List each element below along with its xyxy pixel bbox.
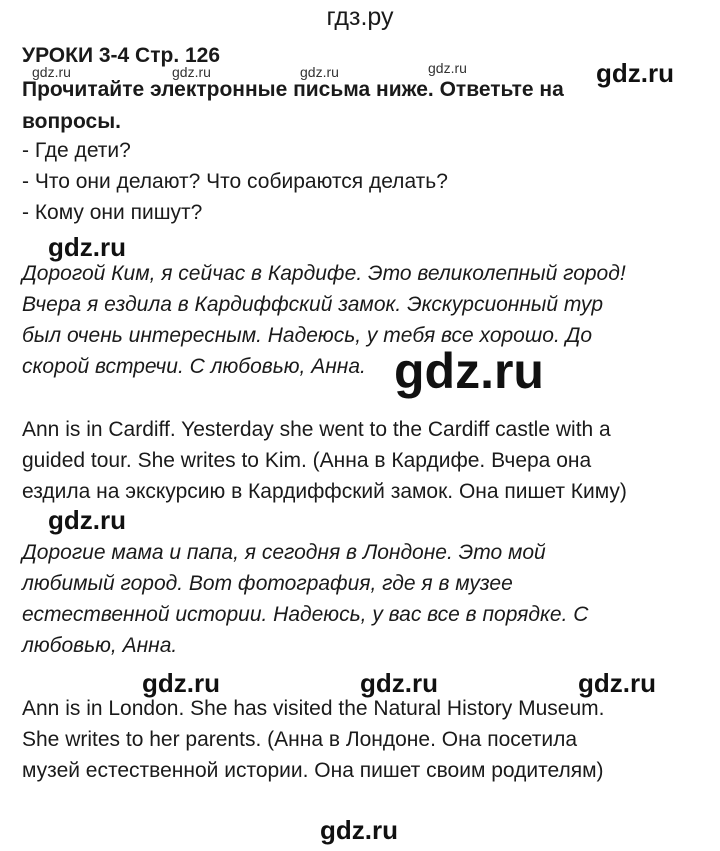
watermark-large: gdz.ru bbox=[394, 343, 544, 399]
answer2-line-2: She writes to her parents. (Анна в Лондоне. Она посетила bbox=[22, 728, 578, 751]
question-3: - Кому они пишут? bbox=[22, 201, 203, 224]
watermark-small: gdz.ru bbox=[32, 64, 71, 80]
answer2-line-1: Ann is in London. She has visited the Natural History Museum. bbox=[22, 697, 605, 720]
lesson-title: УРОКИ 3-4 Стр. 126 bbox=[22, 44, 221, 67]
letter1-line-3: был очень интересным. Надеюсь, у тебя все хорошо. До bbox=[22, 324, 593, 347]
site-title: гдз.ру bbox=[326, 3, 394, 31]
question-1: - Где дети? bbox=[22, 139, 131, 162]
answer2-line-3: музей естественной истории. Она пишет своим родителям) bbox=[22, 759, 604, 782]
letter2-line-4: любовью, Анна. bbox=[22, 634, 178, 657]
letter1-line-4: скорой встречи. С любовью, Анна. bbox=[22, 355, 366, 378]
watermark: gdz.ru bbox=[596, 58, 674, 88]
letter2-line-3: естественной истории. Надеюсь, у вас все в порядке. С bbox=[22, 603, 589, 626]
answer1-line-1: Ann is in Cardiff. Yesterday she went to the Cardiff castle with a bbox=[22, 418, 611, 441]
letter1-line-1: Дорогой Ким, я сейчас в Кардифе. Это великолепный город! bbox=[22, 262, 626, 285]
answer1-line-3: ездила на экскурсию в Кардиффский замок. Она пишет Киму) bbox=[22, 480, 627, 503]
answer1-line-2: guided tour. She writes to Kim. (Анна в Кардифе. Вчера она bbox=[22, 449, 592, 472]
watermark-small: gdz.ru bbox=[172, 64, 211, 80]
letter1-line-2: Вчера я ездила в Кардиффский замок. Экскурсионный тур bbox=[22, 293, 604, 316]
watermark-small: gdz.ru bbox=[300, 64, 339, 80]
watermark: gdz.ru bbox=[578, 668, 656, 698]
letter2-line-2: любимый город. Вот фотография, где я в музее bbox=[22, 572, 513, 595]
watermark: gdz.ru bbox=[48, 232, 126, 262]
instruction-line-2: вопросы. bbox=[22, 110, 121, 133]
watermark-small: gdz.ru bbox=[428, 60, 467, 76]
instruction-line-1: Прочитайте электронные письма ниже. Ответьте на bbox=[22, 78, 564, 101]
watermark: gdz.ru bbox=[320, 815, 398, 845]
letter2-line-1: Дорогие мама и папа, я сегодня в Лондоне. Это мой bbox=[22, 541, 546, 564]
watermark: gdz.ru bbox=[142, 668, 220, 698]
watermark: gdz.ru bbox=[48, 505, 126, 535]
question-2: - Что они делают? Что собираются делать? bbox=[22, 170, 448, 193]
watermark: gdz.ru bbox=[360, 668, 438, 698]
